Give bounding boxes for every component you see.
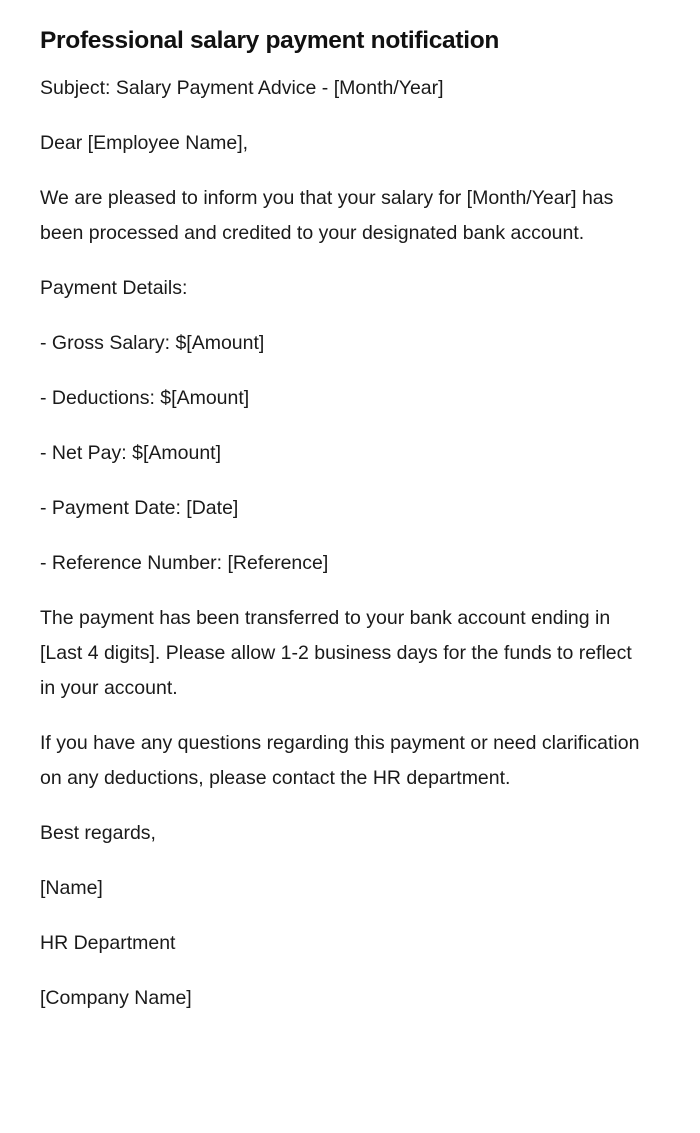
detail-gross-salary: - Gross Salary: $[Amount]: [40, 332, 265, 354]
signature-department: HR Department: [40, 932, 176, 954]
detail-reference-number: - Reference Number: [Reference]: [40, 552, 329, 574]
greeting: Dear [Employee Name],: [40, 132, 249, 154]
transfer-paragraph: The payment has been transferred to your bank account ending in [Last 4 digits]. Please allow 1-2 business days for the funds to reflect in your account.: [40, 607, 632, 699]
detail-net-pay: - Net Pay: $[Amount]: [40, 442, 221, 464]
signature-company: [Company Name]: [40, 987, 192, 1009]
subject-line: Subject: Salary Payment Advice - [Month/Year]: [40, 77, 444, 99]
questions-paragraph: If you have any questions regarding this payment or need clarification on any deductions, please contact the HR department.: [40, 732, 640, 789]
details-heading: Payment Details:: [40, 277, 188, 299]
intro-paragraph: We are pleased to inform you that your salary for [Month/Year] has been processed and credited to your designated bank account.: [40, 187, 614, 244]
detail-payment-date: - Payment Date: [Date]: [40, 497, 239, 519]
document-title: Professional salary payment notification: [40, 27, 500, 54]
closing: Best regards,: [40, 822, 156, 844]
signature-name: [Name]: [40, 877, 103, 899]
detail-deductions: - Deductions: $[Amount]: [40, 387, 250, 409]
